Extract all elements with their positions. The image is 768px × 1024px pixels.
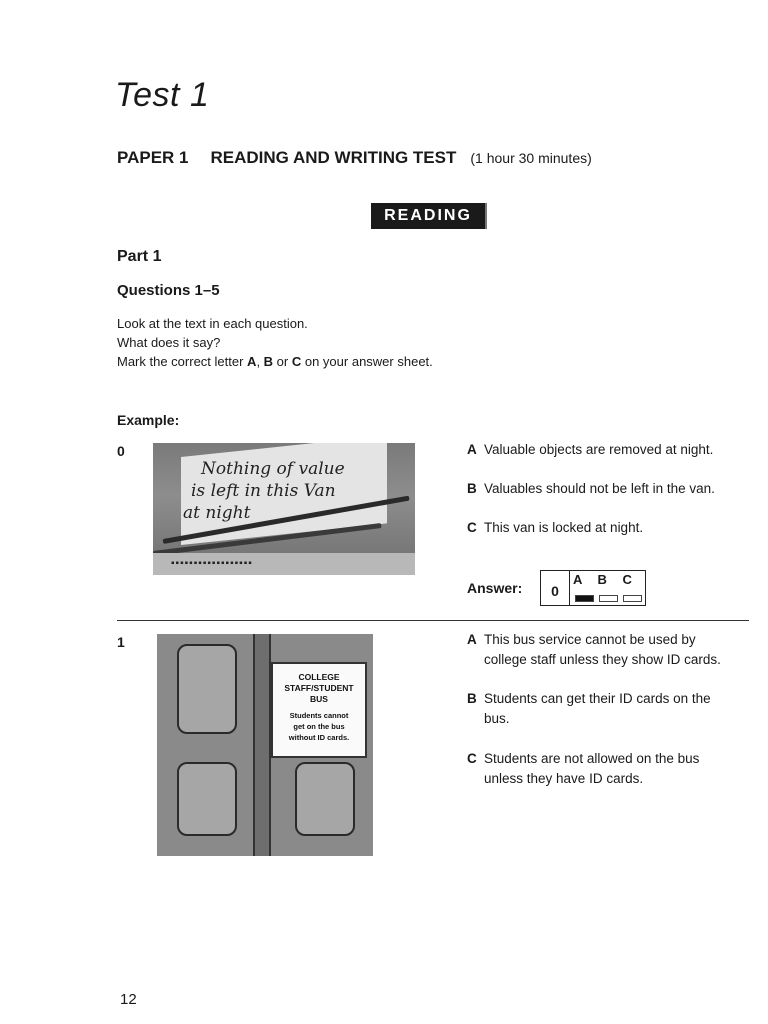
- question1-option-c: C Students are not allowed on the bus unless they have ID cards.: [467, 751, 700, 786]
- bus-door-pillar: [253, 634, 271, 856]
- notice-line: Students cannot: [289, 711, 349, 720]
- answer-label: Answer:: [467, 580, 523, 596]
- van-sign-line: is left in this Van: [191, 481, 336, 501]
- instruction-line: What does it say?: [117, 335, 221, 350]
- questions-heading: Questions 1–5: [117, 282, 220, 299]
- notice-line: COLLEGE: [298, 672, 340, 682]
- example-label: Example:: [117, 412, 180, 428]
- answer-mark-b: [599, 595, 618, 602]
- example-number: 0: [117, 443, 125, 459]
- answer-mark-c: [623, 595, 642, 602]
- part-heading: Part 1: [117, 248, 162, 265]
- notice-line: STAFF/STUDENT: [284, 683, 354, 693]
- bus-notice: [271, 662, 367, 758]
- van-sign-photo: [153, 443, 415, 575]
- question-number: 1: [117, 634, 125, 650]
- instruction-line: Mark the correct letter A, B or C on your answer sheet.: [117, 354, 433, 369]
- van-sign-line: Nothing of value: [201, 459, 345, 479]
- reading-badge: READING: [371, 203, 487, 229]
- test-title: Test 1: [115, 76, 210, 114]
- bus-door-photo: [157, 634, 373, 856]
- example-option-a: A Valuable objects are removed at night.: [467, 442, 714, 457]
- example-option-c: C This van is locked at night.: [467, 520, 644, 535]
- notice-line: BUS: [310, 694, 328, 704]
- notice-line: without ID cards.: [288, 733, 350, 742]
- page-number: 12: [120, 991, 137, 1008]
- question1-option-a: A This bus service cannot be used by college staff unless they show ID cards.: [467, 632, 721, 667]
- section-divider: [117, 620, 749, 621]
- van-trim: ▪▪▪▪▪▪▪▪▪▪▪▪▪▪▪▪▪▪: [171, 558, 253, 569]
- paper-duration: (1 hour 30 minutes): [470, 150, 592, 166]
- bus-window: [177, 762, 237, 836]
- van-sign-line: at night: [183, 503, 251, 523]
- answer-box-letters: A B C: [573, 572, 638, 587]
- instructions: [117, 314, 433, 371]
- paper-heading: [117, 148, 592, 168]
- notice-line: get on the bus: [293, 722, 345, 731]
- instruction-line: Look at the text in each question.: [117, 316, 308, 331]
- paper-name: READING AND WRITING TEST: [210, 148, 457, 167]
- answer-box-number: 0: [541, 571, 570, 605]
- example-option-b: B Valuables should not be left in the van.: [467, 481, 715, 496]
- answer-mark-a: [575, 595, 594, 602]
- question1-option-b: B Students can get their ID cards on the bus.: [467, 691, 711, 726]
- bus-window: [177, 644, 237, 734]
- paper-label: PAPER 1: [117, 148, 189, 167]
- answer-box: [540, 570, 646, 606]
- bus-window: [295, 762, 355, 836]
